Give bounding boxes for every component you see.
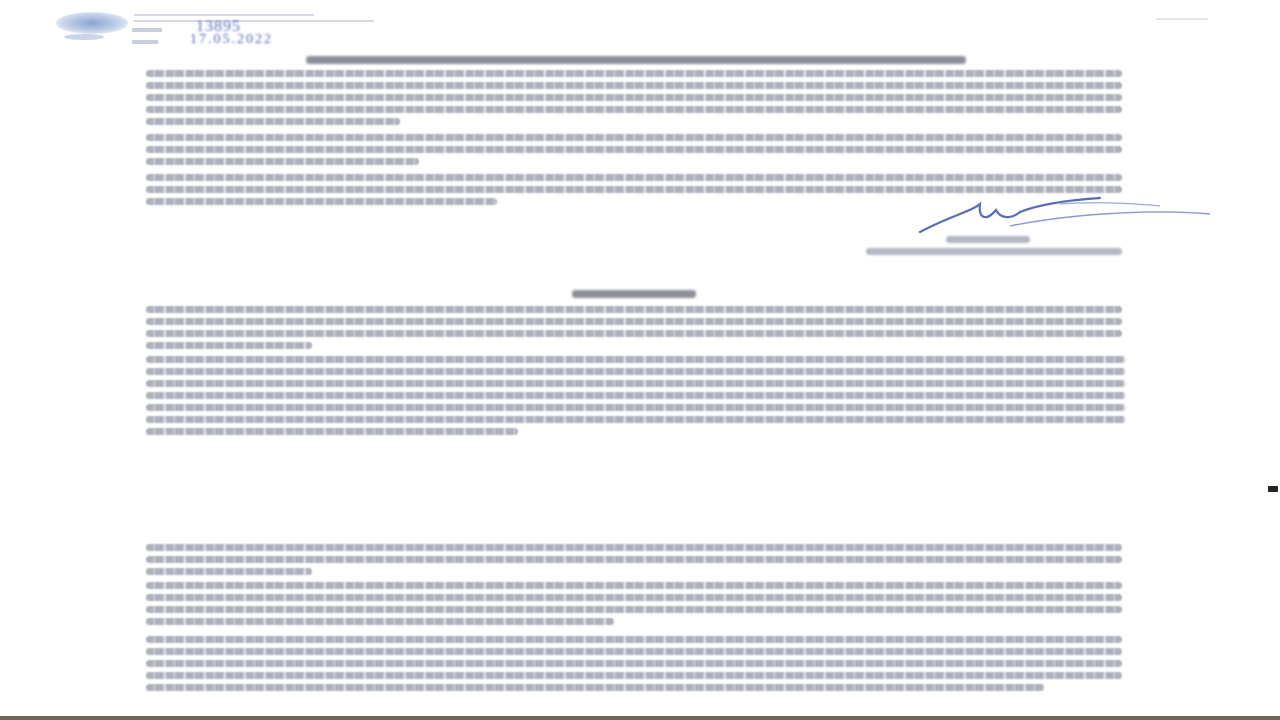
paragraph-2 bbox=[146, 134, 1122, 170]
ministry-seal-icon bbox=[56, 12, 128, 34]
text-line bbox=[146, 106, 1122, 113]
text-line bbox=[146, 342, 312, 349]
text-line bbox=[146, 198, 497, 205]
seal-ring bbox=[64, 34, 104, 40]
text-line bbox=[146, 636, 1122, 643]
paragraph-7 bbox=[146, 582, 1122, 630]
text-line bbox=[146, 416, 1126, 423]
page-bottom-edge bbox=[0, 716, 1280, 720]
text-line bbox=[146, 174, 1122, 181]
text-line bbox=[146, 684, 1044, 691]
text-line bbox=[146, 568, 312, 575]
signature-block bbox=[860, 196, 1220, 266]
text-line bbox=[146, 392, 1126, 399]
paragraph-6 bbox=[146, 544, 1122, 580]
text-line bbox=[146, 94, 1122, 101]
letterhead-line bbox=[134, 20, 374, 22]
text-line bbox=[146, 368, 1126, 375]
paragraph-1 bbox=[146, 70, 1122, 130]
text-line bbox=[146, 356, 1126, 363]
text-line bbox=[146, 158, 419, 165]
signatory-title bbox=[866, 248, 1122, 255]
recipient-heading bbox=[306, 56, 966, 64]
paragraph-8 bbox=[146, 636, 1122, 696]
text-line bbox=[146, 582, 1122, 589]
section-heading bbox=[572, 290, 696, 298]
text-line bbox=[146, 660, 1122, 667]
text-line bbox=[146, 544, 1122, 551]
text-line bbox=[146, 146, 1122, 153]
paragraph-4 bbox=[146, 306, 1122, 354]
signatory-name bbox=[946, 236, 1030, 243]
text-line bbox=[146, 672, 1122, 679]
text-line bbox=[146, 556, 1122, 563]
text-line bbox=[146, 428, 518, 435]
document-date: 17.05.2022 bbox=[190, 32, 273, 47]
text-line bbox=[146, 70, 1122, 77]
text-line bbox=[146, 134, 1122, 141]
page-edge-marker bbox=[1268, 486, 1278, 492]
page-header-mark bbox=[1156, 18, 1208, 20]
letterhead bbox=[44, 6, 404, 46]
paragraph-5 bbox=[146, 356, 1126, 440]
text-line bbox=[146, 306, 1122, 313]
signature-icon bbox=[860, 196, 1220, 236]
text-line bbox=[146, 606, 1122, 613]
text-line bbox=[146, 318, 1122, 325]
letterhead-line bbox=[134, 14, 314, 16]
text-line bbox=[146, 82, 1122, 89]
letterhead-label bbox=[132, 28, 162, 32]
document-number: 13895 bbox=[196, 18, 241, 35]
text-line bbox=[146, 186, 1122, 193]
text-line bbox=[146, 380, 1126, 387]
text-line bbox=[146, 618, 614, 625]
text-line bbox=[146, 594, 1122, 601]
text-line bbox=[146, 118, 400, 125]
text-line bbox=[146, 648, 1122, 655]
text-line bbox=[146, 330, 1122, 337]
text-line bbox=[146, 404, 1126, 411]
letterhead-label bbox=[132, 40, 158, 44]
